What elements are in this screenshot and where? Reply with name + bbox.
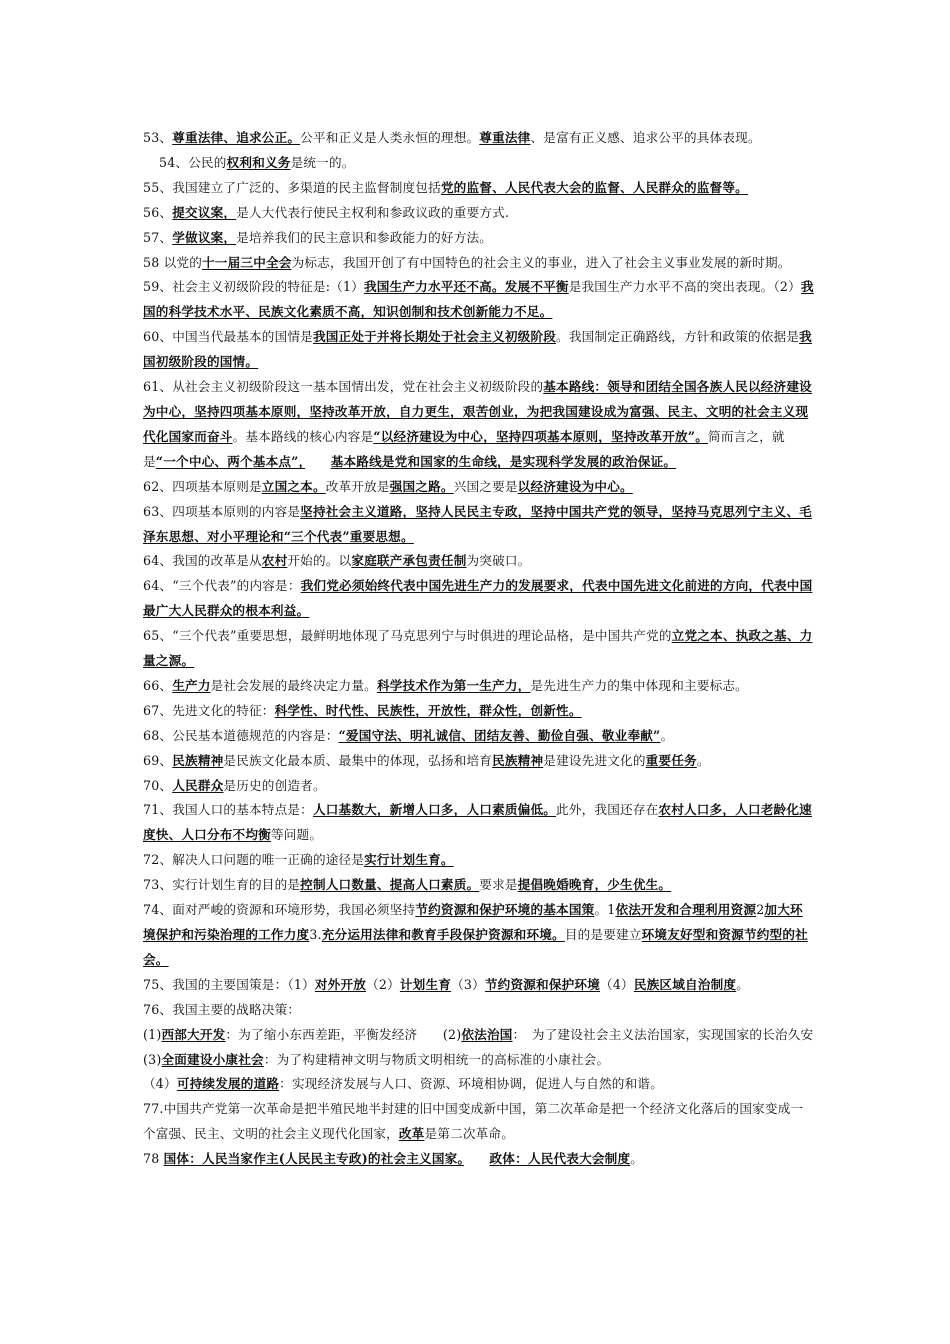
paragraph bbox=[143, 674, 815, 699]
text-run bbox=[464, 1151, 490, 1166]
key-term: 我国初级阶段的国情。 bbox=[143, 329, 812, 370]
text-run: 64、“三个代表”的内容是： bbox=[143, 578, 301, 594]
text-run: 76、我国主要的战略决策： bbox=[143, 1001, 301, 1017]
key-term: 充分运用法律和教育手段保护资源和环境。 bbox=[321, 927, 565, 942]
key-term: 民族精神 bbox=[492, 752, 544, 768]
key-term: 实行计划生育。 bbox=[364, 852, 454, 868]
text-run: 是培养我们的民主意识和参政能力的好方法。 bbox=[236, 229, 493, 245]
text-run: ： 为了建设社会主义法治国家，实现国家的长治久安 (3) bbox=[143, 1026, 839, 1067]
text-run: 。我国制定正确路线，方针和政策的依据是 bbox=[556, 329, 800, 345]
paragraph bbox=[143, 1072, 815, 1097]
text-run: 为突破口。 bbox=[466, 553, 531, 569]
key-term: “爱国守法、明礼诚信、团结友善、勤俭自强、敬业奉献” bbox=[338, 727, 661, 743]
text-run: 公平和正义是人类永恒的理想。 bbox=[300, 130, 480, 145]
key-term: 尊重法律、追求公正。 bbox=[172, 130, 301, 145]
paragraph bbox=[143, 774, 815, 799]
paragraph bbox=[143, 226, 815, 251]
text-run: 兴国之要是 bbox=[453, 478, 518, 494]
key-term: 学做议案， bbox=[172, 229, 237, 245]
text-run: 3. bbox=[309, 927, 322, 942]
key-term: 加大环境保护和污染治理的工作力度 bbox=[143, 902, 803, 942]
key-term: 农村人口多，人口老龄化速度快、人口分布不均衡 bbox=[143, 802, 812, 843]
text-run: 54、公民的 bbox=[159, 154, 227, 170]
paragraph bbox=[143, 500, 815, 550]
text-run: 。 bbox=[696, 752, 710, 768]
key-term: 改革 bbox=[398, 1126, 425, 1142]
text-run: 53、 bbox=[143, 130, 173, 145]
key-term: 强国之路。 bbox=[389, 478, 454, 494]
key-term: 政体：人民代表大会制度 bbox=[489, 1151, 631, 1167]
key-term: 提交议案， bbox=[172, 204, 237, 220]
text-run: 68、公民基本道德规范的内容是： bbox=[143, 727, 339, 743]
text-run: 是建设先进文化的 bbox=[543, 752, 646, 768]
key-term: 人口基数大，新增人口多，人口素质偏低。 bbox=[312, 802, 557, 818]
key-term: 基本路线是党和国家的生命线，是实现科学发展的政治保证。 bbox=[330, 453, 677, 469]
text-run: 65、“三个代表”重要思想，最鲜明地体现了马克思列宁与时俱进的理论品格，是中国共产党的 bbox=[143, 628, 672, 644]
key-term: 坚持社会主义道路，坚持人民民主专政，坚持中国共产党的领导，坚持马克思列宁主义、毛泽东思想、对小平理论和“三个代表”重要思想。 bbox=[143, 503, 812, 544]
text-run: 59、社会主义初级阶段的特征是:（1） bbox=[143, 279, 364, 295]
text-run: 简而言之，就是 bbox=[143, 428, 785, 469]
text-run: 是第二次革命。 bbox=[424, 1126, 515, 1142]
paragraph bbox=[143, 375, 815, 475]
paragraph bbox=[143, 201, 815, 226]
paragraph bbox=[143, 475, 815, 500]
text-run: 此外，我国还存在 bbox=[556, 802, 659, 818]
paragraph bbox=[143, 325, 815, 375]
key-term: 节约资源和保护环境 bbox=[484, 976, 601, 992]
text-run: 是民族文化最本质、最集中的体现，弘扬和培育 bbox=[223, 752, 493, 768]
text-run: （2） bbox=[366, 976, 400, 992]
key-term: 全面建设小康社会 bbox=[161, 1051, 264, 1067]
text-run: （4） bbox=[600, 976, 634, 992]
paragraph bbox=[143, 1147, 815, 1172]
key-term: 计划生育 bbox=[399, 976, 452, 992]
key-term: “一个中心、两个基本点”， bbox=[155, 453, 306, 469]
paragraph bbox=[143, 1023, 839, 1073]
key-term: 立国之本。 bbox=[261, 478, 326, 494]
text-run: 60、中国当代最基本的国情是 bbox=[143, 329, 313, 345]
paragraph bbox=[143, 724, 815, 749]
key-term: 人民群众 bbox=[172, 777, 224, 793]
key-term: 权利和义务 bbox=[226, 154, 291, 170]
text-run: 改革开放是 bbox=[325, 478, 390, 494]
text-run: 73、实行计划生育的目的是 bbox=[143, 877, 301, 893]
text-run: 等问题。 bbox=[270, 827, 323, 843]
key-term: 基本路线：领导和团结全国各族人民以经济建设为中心，坚持四项基本原则，坚持改革开放，自力更生，艰苦创业，为把我国建设成为富强、民主、文明的社会主义现代化国家而奋斗 bbox=[143, 379, 812, 444]
paragraph bbox=[143, 151, 815, 176]
text-run: 61、从社会主义初级阶段这一基本国情出发，党在社会主义初级阶段的 bbox=[143, 379, 544, 395]
key-term: 生产力 bbox=[172, 677, 211, 693]
text-run: 78 bbox=[143, 1151, 164, 1167]
text-run: 是历史的创造者。 bbox=[223, 777, 326, 793]
paragraph bbox=[143, 251, 815, 276]
text-run: 58 以党的 bbox=[143, 254, 203, 270]
text-run: ：实现经济发展与人口、资源、环境相协调，促进人与自然的和谐。 bbox=[279, 1076, 663, 1092]
paragraph bbox=[143, 973, 815, 998]
key-term: 环境友好型和资源节约型的社会。 bbox=[143, 927, 808, 967]
key-term: 科学性、时代性、民族性，开放性，群众性，创新性。 bbox=[274, 702, 582, 718]
paragraph bbox=[143, 998, 815, 1023]
text-run: 是统一的。 bbox=[290, 154, 355, 170]
key-term: 十一届三中全会 bbox=[202, 254, 292, 270]
text-run: （4） bbox=[143, 1076, 177, 1092]
paragraph bbox=[143, 549, 815, 574]
text-run: ：为了缩小东西差距，平衡发经济 (2) bbox=[225, 1026, 462, 1042]
key-term: 重要任务 bbox=[645, 752, 697, 768]
text-run: 是先进生产力的集中体现和主要标志。 bbox=[530, 677, 748, 693]
text-run: 是人大代表行使民主权利和参政议政的重要方式. bbox=[236, 204, 510, 220]
key-term: 我国正处于并将长期处于社会主义初级阶段 bbox=[312, 329, 557, 345]
text-run: 75、我国的主要国策是：（1） bbox=[143, 976, 315, 992]
paragraph bbox=[143, 624, 815, 674]
key-term: 控制人口数量、提高人口素质。 bbox=[300, 877, 480, 893]
text-run: 。基本路线的核心内容是 bbox=[232, 428, 374, 444]
key-term: 以经济建设为中心。 bbox=[517, 478, 633, 494]
text-run: 77.中国共产党第一次革命是把半殖民地半封建的旧中国变成新中国，第二次革命是把一个经济文化落后的国家变成一个富强、民主、文明的社会主义现代化国家， bbox=[143, 1101, 804, 1142]
text-run: 67、先进文化的特征： bbox=[143, 702, 275, 718]
paragraph bbox=[143, 848, 815, 873]
text-run: 为标志，我国开创了有中国特色的社会主义的事业，进入了社会主义事业发展的新时期。 bbox=[291, 254, 791, 270]
text-run: 。 bbox=[736, 976, 749, 992]
key-term: 党的监督、人民代表大会的监督、人民群众的监督等。 bbox=[440, 179, 748, 195]
key-term: 依法开发和合理利用资源 bbox=[615, 902, 757, 918]
text-run: 2 bbox=[756, 902, 765, 918]
key-term: “以经济建设为中心，坚持四项基本原则，坚持改革开放”。 bbox=[373, 428, 709, 444]
key-term: 提倡晚婚晚育，少生优生。 bbox=[517, 877, 672, 893]
text-run: 55、我国建立了广泛的、多渠道的民主监督制度包括 bbox=[143, 179, 441, 195]
key-term: 我国的科学技术水平、民族文化素质不高，知识创制和技术创新能力不足。 bbox=[143, 279, 814, 320]
key-term: 民族精神 bbox=[172, 752, 224, 768]
key-term: 我们党必须始终代表中国先进生产力的发展要求，代表中国先进文化前进的方向，代表中国最广大人民群众的根本利益。 bbox=[143, 578, 813, 619]
key-term: 民族区域自治制度 bbox=[633, 976, 737, 992]
key-term: 依法治国 bbox=[461, 1026, 513, 1042]
key-term: 国体：人民当家作主(人民民主专政)的社会主义国家。 bbox=[163, 1151, 464, 1167]
text-run: 、是富有正义感、追求公平的具体表现。 bbox=[530, 130, 761, 145]
key-term: 尊重法律 bbox=[479, 130, 531, 145]
text-run: （3） bbox=[451, 976, 485, 992]
paragraph bbox=[143, 574, 815, 624]
paragraph bbox=[143, 176, 815, 201]
text-run: 。 bbox=[660, 727, 674, 743]
text-run: 74、面对严峻的资源和环境形势，我国必须坚持 bbox=[143, 902, 416, 918]
key-term: 我国生产力水平还不高。发展不平衡 bbox=[364, 279, 569, 295]
text-run: (1) bbox=[143, 1026, 162, 1042]
text-run bbox=[305, 454, 331, 469]
text-run: 69、 bbox=[143, 752, 173, 768]
key-term: 可持续发展的道路 bbox=[176, 1076, 280, 1092]
text-run: 62、四项基本原则是 bbox=[143, 478, 262, 494]
key-term: 立党之本、执政之基、力量之源。 bbox=[143, 628, 813, 669]
key-term: 节约资源和保护环境的基本国策 bbox=[415, 902, 595, 918]
key-term: 家庭联产承包责任制 bbox=[351, 553, 467, 569]
document-body bbox=[143, 126, 839, 1172]
paragraph bbox=[143, 126, 815, 151]
text-run: 64、我国的改革是从 bbox=[143, 553, 262, 569]
text-run: 是社会发展的最终决定力量。 bbox=[210, 677, 377, 693]
paragraph bbox=[143, 798, 815, 848]
text-run: 要求是 bbox=[479, 877, 518, 893]
key-term: 科学技术作为第一生产力， bbox=[376, 677, 531, 693]
text-run: 目的是要建立 bbox=[564, 927, 642, 942]
paragraph bbox=[143, 749, 815, 774]
paragraph bbox=[143, 873, 815, 898]
paragraph bbox=[143, 699, 815, 724]
key-term: 农村 bbox=[261, 553, 288, 569]
text-run: 71、我国人口的基本特点是： bbox=[143, 802, 313, 818]
text-run: 是我国生产力水平不高的突出表现。（2） bbox=[568, 279, 801, 295]
paragraph bbox=[143, 898, 815, 973]
text-run: 。1 bbox=[594, 902, 616, 918]
key-term: 西部大开发 bbox=[161, 1026, 226, 1042]
text-run: 开始的。以 bbox=[287, 553, 352, 569]
paragraph bbox=[143, 1097, 815, 1147]
text-run: 72、解决人口问题的唯一正确的途径是 bbox=[143, 852, 365, 868]
text-run: 56、 bbox=[143, 204, 173, 220]
text-run: 70、 bbox=[143, 777, 173, 793]
text-run: 66、 bbox=[143, 677, 173, 693]
text-run: ：为了构建精神文明与物质文明相统一的高标准的小康社会。 bbox=[263, 1051, 610, 1067]
key-term: 对外开放 bbox=[314, 976, 367, 992]
text-run: 63、四项基本原则的内容是 bbox=[143, 503, 301, 519]
text-run: 。 bbox=[630, 1151, 644, 1167]
paragraph bbox=[143, 275, 815, 325]
text-run: 57、 bbox=[143, 229, 173, 245]
